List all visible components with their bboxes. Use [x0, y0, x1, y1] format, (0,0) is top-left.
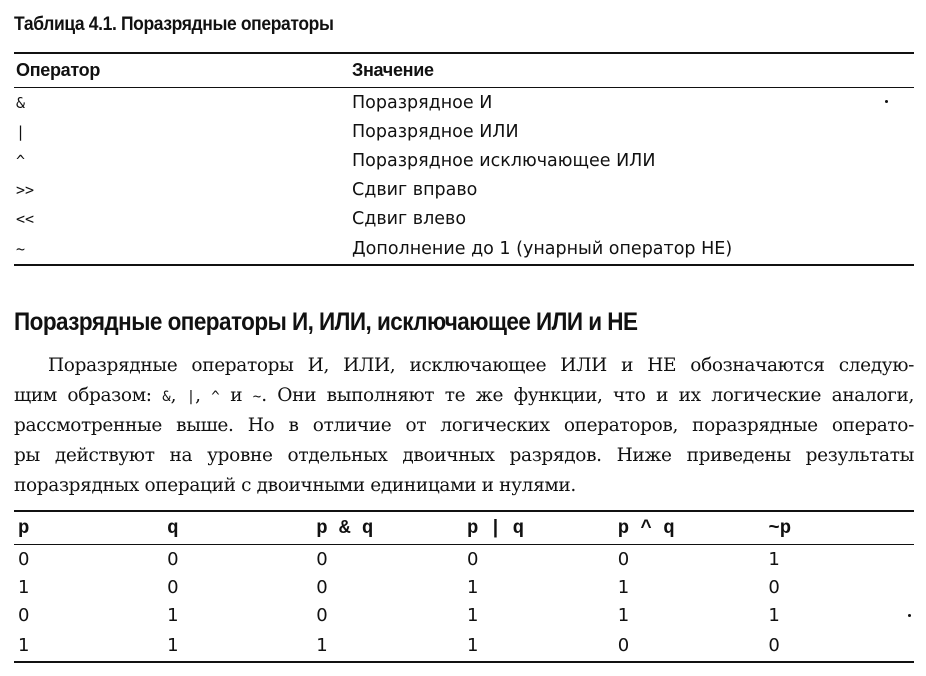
cell-value: 0 [18, 548, 30, 570]
operator-symbol: | [16, 122, 26, 141]
table-row [14, 233, 914, 265]
section-heading: Поразрядные операторы И, ИЛИ, исключающее ИЛИ и НЕ [14, 308, 638, 336]
table-row [14, 117, 914, 146]
cell-value: 0 [617, 634, 630, 656]
cell-value: 0 [316, 576, 328, 598]
table-row [14, 146, 914, 175]
inline-code-pipe: | [186, 389, 196, 405]
operator-symbol: & [16, 93, 26, 112]
cell-value: 0 [617, 548, 630, 570]
operator-meaning: Дополнение до 1 (унарный оператор НЕ) [352, 238, 733, 259]
paragraph-text: , [170, 385, 187, 406]
table-row [14, 601, 914, 629]
cell-value: 1 [167, 634, 179, 656]
paragraph-line: ры действуют на уровне отдельных двоичных разрядов. Ниже приведены результаты [14, 445, 914, 466]
cell-value: 0 [167, 548, 179, 570]
cell-value: 1 [617, 576, 630, 598]
cell-value: 0 [316, 604, 328, 626]
paragraph-text: . Они выполняют те же функции, что и их логические аналоги, [261, 385, 915, 406]
cell-value: 1 [617, 604, 630, 626]
table-row [14, 204, 914, 233]
cell-value: 0 [768, 576, 780, 598]
operator-meaning: Сдвиг влево [352, 208, 467, 229]
scan-speck [885, 100, 888, 103]
operators-table-header [14, 53, 914, 88]
header-p-and-q: p & q [312, 511, 463, 545]
operators-table [14, 52, 914, 266]
cell-value: 1 [18, 634, 30, 656]
header-not-p: ~p [764, 511, 914, 545]
header-operator: Оператор [14, 53, 350, 88]
scan-speck [908, 614, 911, 617]
paragraph-text: щим образом: [14, 385, 163, 406]
operator-symbol: ^ [16, 151, 26, 170]
cell-value: 0 [316, 548, 328, 570]
paragraph-text: и [219, 385, 253, 406]
cell-value: 1 [466, 604, 479, 626]
truth-table [14, 510, 914, 663]
inline-code-amp: & [162, 389, 171, 405]
paragraph-line: рассмотренные выше. Но в отличие от логических операторов, поразрядные операто- [14, 415, 914, 436]
header-p-or-q: p | q [463, 511, 614, 545]
table-caption: Таблица 4.1. Поразрядные операторы [14, 14, 334, 35]
operator-meaning: Сдвиг вправо [352, 179, 478, 200]
table-row [14, 88, 914, 118]
paragraph-text: , [195, 385, 212, 406]
cell-value: 0 [18, 604, 30, 626]
header-p-xor-q: p ^ q [614, 511, 765, 545]
paragraph-line [14, 381, 914, 411]
truth-table-header [14, 511, 914, 545]
header-q: q [163, 511, 312, 545]
paragraph-line: Поразрядные операторы И, ИЛИ, исключающее ИЛИ и НЕ обозначаются следую- [48, 355, 914, 376]
header-meaning: Значение [350, 53, 914, 88]
table-row [14, 545, 914, 574]
body-paragraph [14, 351, 914, 501]
inline-code-tilde: ~ [252, 389, 262, 405]
cell-value: 1 [316, 634, 328, 656]
operator-symbol: ~ [16, 239, 26, 258]
operator-symbol: << [16, 209, 35, 228]
table-row [14, 175, 914, 204]
header-p: p [14, 511, 163, 545]
cell-value: 0 [167, 576, 179, 598]
cell-value: 1 [466, 634, 479, 656]
operator-meaning: Поразрядное ИЛИ [352, 121, 519, 142]
inline-code-caret: ^ [211, 389, 220, 405]
operator-symbol: >> [16, 180, 35, 199]
operator-meaning: Поразрядное И [352, 92, 493, 113]
cell-value: 0 [768, 634, 780, 656]
table-row [14, 573, 914, 601]
operator-meaning: Поразрядное исключающее ИЛИ [352, 150, 656, 171]
cell-value: 1 [466, 576, 479, 598]
cell-value: 1 [768, 604, 780, 626]
cell-value: 0 [466, 548, 479, 570]
cell-value: 1 [167, 604, 179, 626]
paragraph-line: поразрядных операций с двоичными единицами и нулями. [14, 475, 576, 496]
cell-value: 1 [768, 548, 780, 570]
cell-value: 1 [18, 576, 30, 598]
table-row [14, 629, 914, 662]
